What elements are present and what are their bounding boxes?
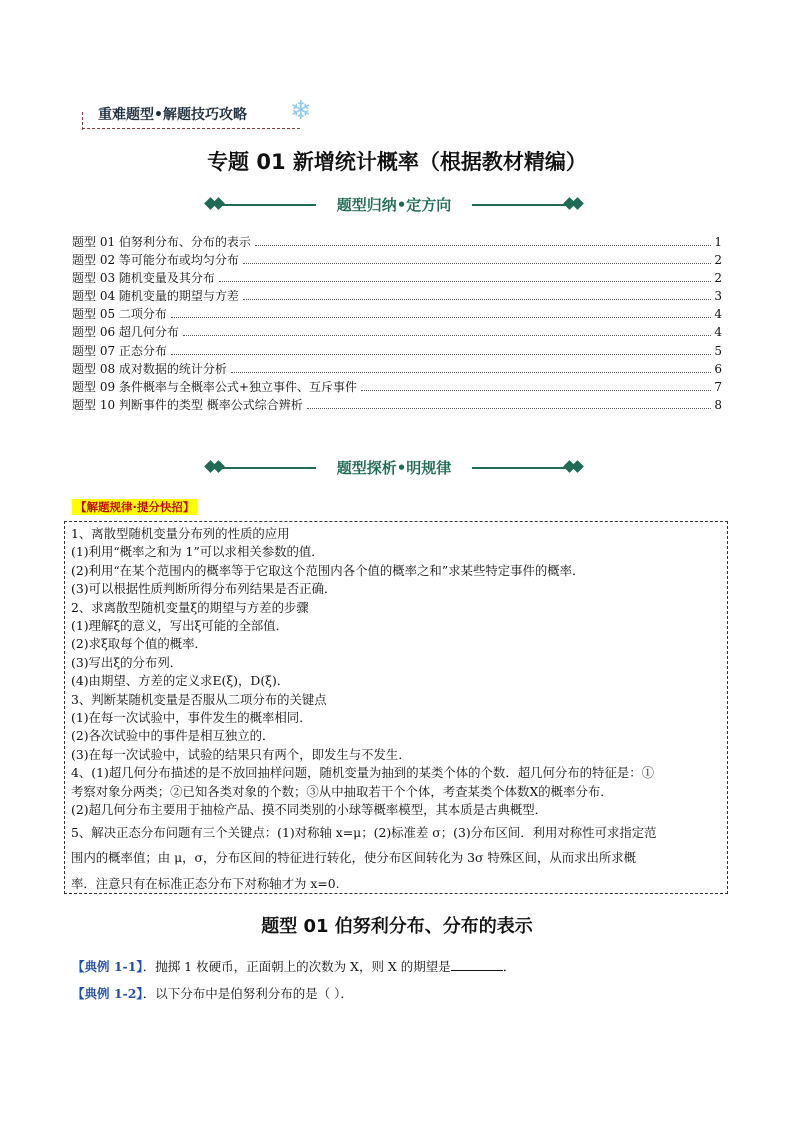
- tip-line: (2)求ξ取每个值的概率．: [71, 636, 207, 652]
- toc-item-title: 题型 10 判断事件的类型 概率公式综合辨析: [72, 397, 303, 412]
- toc-item-page: 4: [714, 325, 722, 340]
- toc-leader: [243, 262, 711, 264]
- tip-line: (2)各次试验中的事件是相互独立的．: [71, 728, 275, 744]
- toc-item-page: 2: [714, 271, 722, 286]
- toc-item-title: 题型 06 超几何分布: [72, 325, 179, 340]
- toc-item[interactable]: [72, 287, 722, 305]
- tip-line: (1)利用“概率之和为 1”可以求相关参数的值．: [71, 544, 324, 560]
- banner-label: 题型探析•明规律: [336, 459, 452, 477]
- tip-line: (4)由期望、方差的定义求E(ξ)，D(ξ)．: [71, 673, 290, 689]
- example-text: ．抛掷 1 枚硬币，正面朝上的次数为 X，则 X 的期望是: [142, 959, 451, 974]
- toc-item-title: 题型 08 成对数据的统计分析: [72, 361, 227, 376]
- toc-item[interactable]: [72, 305, 722, 323]
- example-tail: ．: [502, 959, 516, 974]
- toc-leader: [171, 353, 711, 355]
- toc-item[interactable]: [72, 323, 722, 341]
- tip-line: 3、判断某随机变量是否服从二项分布的关键点: [71, 691, 327, 707]
- tip-line: (2)超几何分布主要用于抽检产品、摸不同类别的小球等概率模型，其本质是古典概型．: [71, 802, 548, 818]
- tip-line: (1)理解ξ的意义，写出ξ可能的全部值．: [71, 618, 289, 634]
- tip-line: 4、(1)超几何分布描述的是不放回抽样问题，随机变量为抽到的某类个体的个数．超几何分布的特征是：①: [71, 765, 655, 781]
- table-of-contents: [72, 233, 722, 414]
- toc-item-page: 3: [714, 289, 722, 304]
- section-heading: 题型 01 伯努利分布、分布的表示: [261, 916, 533, 937]
- tip-line: 围内的概率值；由 μ，σ，分布区间的特征进行转化，使分布区间转化为 3σ 特殊区间，从而求出所求概: [71, 850, 637, 865]
- toc-item-title: 题型 09 条件概率与全概率公式+独立事件、互斥事件: [72, 379, 357, 394]
- toc-item[interactable]: [72, 378, 722, 396]
- tips-box: [64, 521, 728, 894]
- header-tag: 重难题型•解题技巧攻略: [98, 107, 247, 123]
- tip-line: 考察对象分两类；②已知各类对象的个数；③从中抽取若干个个体，考查某类个体数X的概率分布．: [71, 783, 613, 799]
- section-banner-induction: [204, 195, 584, 215]
- toc-item[interactable]: [72, 342, 722, 360]
- example-item: [72, 957, 515, 975]
- example-tag: 【典例 1-1】: [72, 959, 143, 974]
- toc-item-title: 题型 07 正态分布: [72, 343, 167, 358]
- toc-item[interactable]: [72, 251, 722, 269]
- answer-blank[interactable]: [451, 958, 503, 971]
- toc-item-page: 4: [714, 307, 722, 322]
- page-title: 专题 01 新增统计概率（根据教材精编）: [207, 150, 587, 174]
- header-rule: [82, 128, 300, 129]
- section-banner-analysis: [204, 458, 584, 478]
- toc-leader: [171, 316, 711, 318]
- tip-line: 2、求离散型随机变量ξ的期望与方差的步骤: [71, 599, 309, 615]
- toc-item[interactable]: [72, 396, 722, 414]
- toc-leader: [231, 371, 711, 373]
- example-item: [72, 984, 353, 1002]
- tip-line: 率．注意只有在标准正态分布下对称轴才为 x=0.: [71, 875, 340, 891]
- tips-badge: 【解题规律·提分快招】: [72, 499, 197, 515]
- toc-item[interactable]: [72, 360, 722, 378]
- toc-item-title: 题型 03 随机变量及其分布: [72, 271, 215, 286]
- tip-line: (3)可以根据性质判断所得分布列结果是否正确．: [71, 581, 337, 597]
- toc-item-page: 8: [714, 397, 722, 412]
- tip-line: (1)在每一次试验中，事件发生的概率相同．: [71, 710, 312, 726]
- toc-item-page: 7: [714, 379, 722, 394]
- tip-line: 1、离散型随机变量分布列的性质的应用: [71, 526, 290, 541]
- toc-leader: [307, 407, 712, 409]
- tip-line: (3)写出ξ的分布列．: [71, 654, 183, 670]
- example-text: ．以下分布中是伯努利分布的是（ ）．: [142, 986, 353, 1001]
- toc-item-title: 题型 05 二项分布: [72, 307, 167, 322]
- banner-label: 题型归纳•定方向: [336, 196, 452, 214]
- toc-item[interactable]: [72, 269, 722, 287]
- toc-item[interactable]: [72, 233, 722, 251]
- tip-line: (2)利用“在某个范围内的概率等于它取这个范围内各个值的概率之和”求某些特定事件的概率．: [71, 562, 585, 578]
- toc-leader: [219, 280, 711, 282]
- toc-leader: [243, 298, 711, 300]
- example-tag: 【典例 1-2】: [72, 986, 143, 1001]
- toc-item-page: 1: [714, 235, 722, 249]
- toc-item-page: 5: [714, 343, 722, 358]
- tip-line: 5、解决正态分布问题有三个关键点：(1)对称轴 x=μ；(2)标准差 σ；(3)分布区间．利用对称性可求指定范: [71, 824, 657, 840]
- toc-item-page: 6: [714, 361, 722, 376]
- toc-item-title: 题型 04 随机变量的期望与方差: [72, 289, 239, 304]
- tip-line: (3)在每一次试验中，试验的结果只有两个，即发生与不发生．: [71, 746, 411, 762]
- toc-item-title: 题型 02 等可能分布或均匀分布: [72, 253, 239, 268]
- toc-leader: [255, 244, 711, 246]
- toc-leader: [183, 334, 711, 336]
- toc-item-title: 题型 01 伯努利分布、分布的表示: [72, 235, 251, 249]
- toc-item-page: 2: [714, 253, 722, 268]
- toc-leader: [361, 389, 711, 391]
- snowflake-icon: ❄: [290, 96, 312, 126]
